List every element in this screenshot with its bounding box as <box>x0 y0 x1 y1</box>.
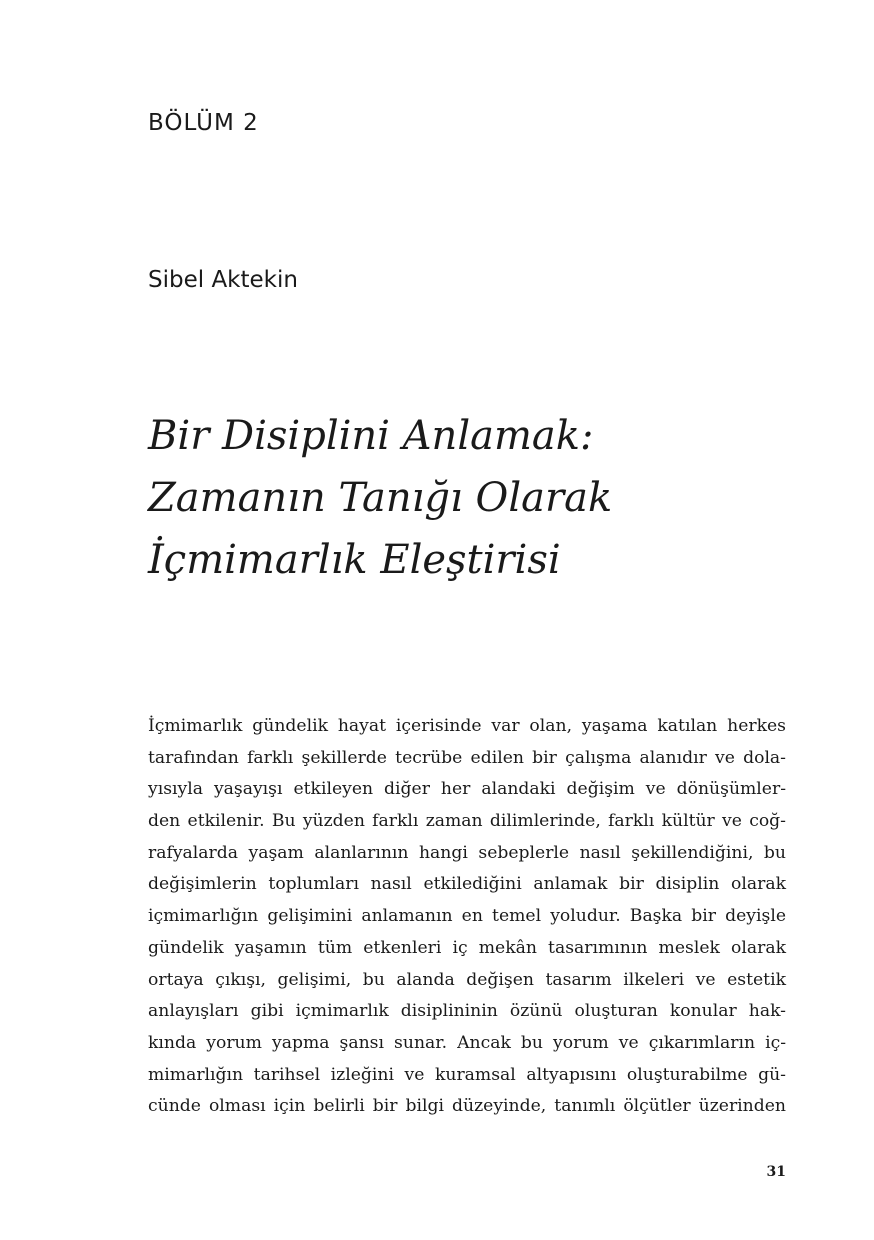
chapter-title-line: İçmimarlık Eleştirisi <box>148 537 561 583</box>
chapter-title <box>148 405 788 591</box>
body-line: mimarlığın tarihsel izleğini ve kuramsal altyapısını oluşturabilme gü- <box>148 1064 786 1085</box>
chapter-label: BÖLÜM 2 <box>148 110 259 136</box>
body-line: kında yorum yapma şansı sunar. Ancak bu yorum ve çıkarımların iç- <box>148 1032 786 1053</box>
body-line: gündelik yaşamın tüm etkenleri iç mekân tasarımının meslek olarak <box>148 937 786 958</box>
chapter-title-line: Bir Disiplini Anlamak: <box>148 413 594 459</box>
body-paragraph <box>148 711 786 1123</box>
body-line: ortaya çıkışı, gelişimi, bu alanda değişen tasarım ilkeleri ve estetik <box>148 969 786 990</box>
body-line: den etkilenir. Bu yüzden farklı zaman dilimlerinde, farklı kültür ve coğ- <box>148 811 786 832</box>
body-line: yısıyla yaşayışı etkileyen diğer her alandaki değişim ve dönüşümler- <box>148 779 786 800</box>
body-line: rafyalarda yaşam alanlarının hangi sebeplerle nasıl şekillendiğini, bu <box>148 842 786 863</box>
body-line: değişimlerin toplumları nasıl etkilediğini anlamak bir disiplin olarak <box>148 874 786 895</box>
chapter-title-line: Zamanın Tanığı Olarak <box>148 475 613 521</box>
author-name: Sibel Aktekin <box>148 267 298 293</box>
body-line: cünde olması için belirli bir bilgi düzeyinde, tanımlı ölçütler üzerinden <box>148 1096 786 1117</box>
page-number: 31 <box>766 1164 786 1180</box>
body-line: tarafından farklı şekillerde tecrübe edilen bir çalışma alanıdır ve dola- <box>148 747 786 768</box>
body-line: İçmimarlık gündelik hayat içerisinde var olan, yaşama katılan herkes <box>148 716 786 736</box>
body-line: anlayışları gibi içmimarlık disiplininin özünü oluşturan konular hak- <box>148 1001 786 1022</box>
body-line: içmimarlığın gelişimini anlamanın en temel yoludur. Başka bir deyişle <box>148 906 786 927</box>
